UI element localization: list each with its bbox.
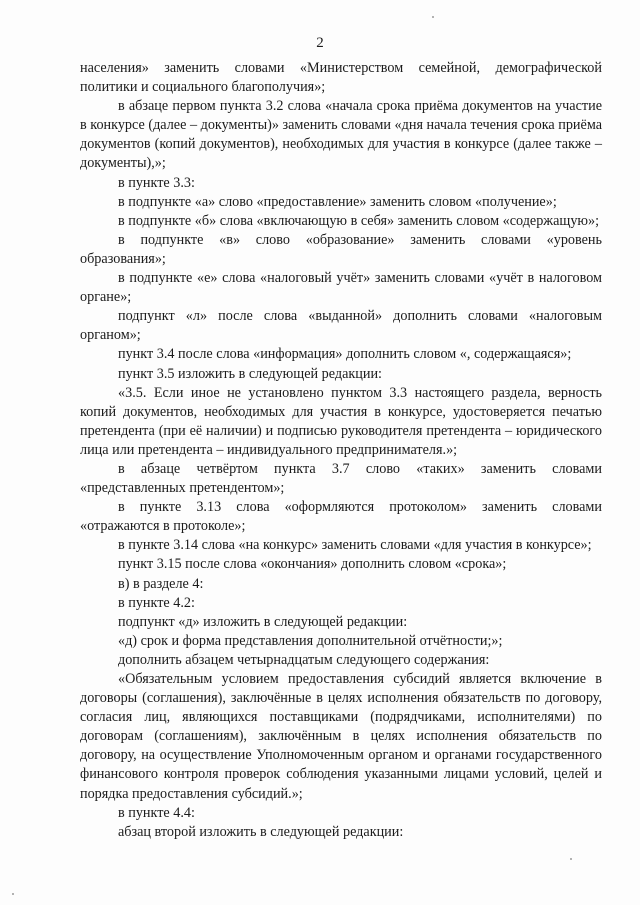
paragraph-16: в) в разделе 4: — [118, 575, 204, 592]
paragraph-19: «д) срок и форма представления дополнительной отчётности;»; — [118, 632, 503, 649]
paragraph-15: пункт 3.15 после слова «окончания» дополнить словом «срока»; — [118, 556, 507, 573]
scan-speck — [12, 893, 14, 895]
paragraph-18: подпункт «д» изложить в следующей редакции: — [118, 613, 408, 630]
document-body — [80, 59, 602, 842]
paragraph-23: абзац второй изложить в следующей редакции: — [118, 823, 404, 840]
paragraph-20: дополнить абзацем четырнадцатым следующего содержания: — [118, 651, 490, 668]
paragraph-5: в подпункте «б» слова «включающую в себя» заменить словом «содержащую»; — [118, 212, 600, 229]
paragraph-11: «3.5. Если иное не установлено пунктом 3.3 настоящего раздела, верность копий документов, необходимых для участия в конкурсе, удостоверяется печатью претендента (при её наличии) и подписью руководителя претендента – юридического лица или претендента – индивидуального предпринимателя.»; — [80, 384, 602, 458]
paragraph-8: подпункт «л» после слова «выданной» дополнить словами «налоговым органом»; — [80, 308, 602, 344]
paragraph-22: в пункте 4.4: — [118, 804, 195, 821]
paragraph-13: в пункте 3.13 слова «оформляются протоколом» заменить словами «отражаются в протоколе»; — [80, 499, 602, 535]
paragraph-3: в пункте 3.3: — [118, 174, 195, 191]
paragraph-2: в абзаце первом пункта 3.2 слова «начала срока приёма документов на участие в конкурсе (далее – документы)» заменить словами «дня начала течения срока приёма документов (копий документов), необходимых для участия в конкурсе (далее также – документы),»; — [80, 98, 602, 172]
paragraph-6: в подпункте «в» слово «образование» заменить словами «уровень образования»; — [80, 231, 602, 267]
paragraph-14: в пункте 3.14 слова «на конкурс» заменить словами «для участия в конкурсе»; — [118, 537, 592, 554]
paragraph-1: населения» заменить словами «Министерством семейной, демографической политики и социального благополучия»; — [80, 60, 602, 96]
page-number: 2 — [316, 35, 324, 51]
scan-speck — [432, 16, 434, 18]
paragraph-21: «Обязательным условием предоставления субсидий является включение в договоры (соглашения), заключённые в целях исполнения обязательств по договору, согласия лиц, являющихся поставщиками (подрядчиками, исполнителями) по договорам (соглашениям), заключённым в целях исполнения обязательств по договору, на осуществление Уполномоченным органом и органами государственного финансового контроля проверок соблюдения указанными лицами условий, целей и порядка предоставления субсидий.»; — [80, 671, 602, 802]
scan-speck — [570, 858, 572, 860]
paragraph-4: в подпункте «а» слово «предоставление» заменить словом «получение»; — [118, 193, 557, 210]
paragraph-17: в пункте 4.2: — [118, 594, 195, 611]
paragraph-9: пункт 3.4 после слова «информация» дополнить словом «, содержащаяся»; — [118, 346, 572, 363]
paragraph-12: в абзаце четвёртом пункта 3.7 слово «таких» заменить словами «представленных претендентом»; — [80, 460, 602, 497]
paragraph-7: в подпункте «е» слова «налоговый учёт» заменить словами «учёт в налоговом органе»; — [80, 270, 602, 306]
paragraph-10: пункт 3.5 изложить в следующей редакции: — [118, 365, 382, 382]
